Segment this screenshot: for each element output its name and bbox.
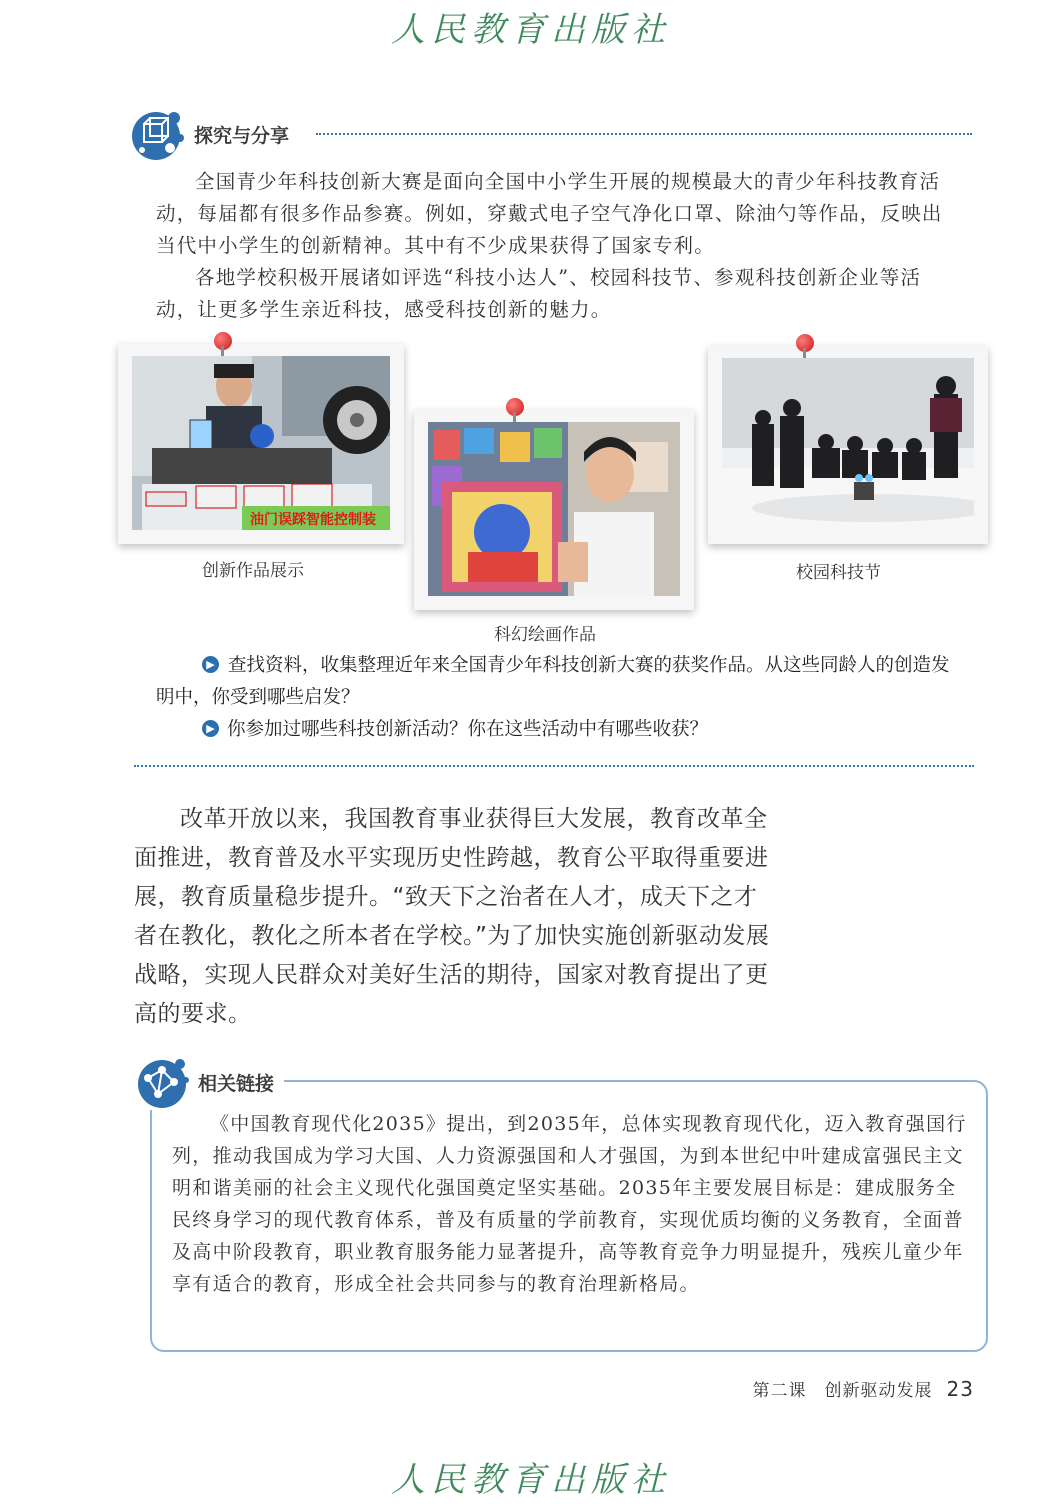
pin-icon — [796, 334, 814, 352]
related-link-text — [172, 1108, 972, 1300]
innovation-display-image — [132, 356, 390, 530]
network-icon — [134, 1054, 190, 1110]
caption-campus-festival: 校园科技节 — [796, 563, 881, 583]
explore-title: 探究与分享 — [194, 124, 290, 147]
photo-scifi-painting — [414, 410, 694, 610]
arrow-bullet-icon: ▶ — [202, 720, 219, 737]
question-1-text: 查找资料，收集整理近年来全国青少年科技创新大赛的获奖作品。从这些同龄人的创造发明中，你受到哪些启发？ — [156, 655, 950, 708]
scifi-painting-image — [428, 422, 680, 596]
lesson-title: 第二课 创新驱动发展 — [752, 1381, 933, 1401]
related-link-title: 相关链接 — [198, 1072, 275, 1095]
publisher-logo-bottom: 人民教育出版社 — [391, 1460, 671, 1500]
publisher-logo-top: 人民教育出版社 — [391, 10, 671, 50]
question-2-text: 你参加过哪些科技创新活动？你在这些活动中有哪些收获？ — [227, 719, 709, 740]
photo-innovation-display — [118, 344, 404, 544]
pin-icon — [506, 398, 524, 416]
explore-bottom-divider — [134, 765, 974, 767]
main-text — [134, 800, 770, 1034]
caption-innovation-display: 创新作品展示 — [202, 561, 304, 581]
explore-text — [156, 166, 956, 326]
campus-festival-image — [722, 358, 974, 530]
caption-scifi-painting: 科幻绘画作品 — [494, 625, 596, 645]
photo-campus-festival — [708, 346, 988, 544]
molecule-icon — [130, 106, 186, 162]
related-link-header — [134, 1054, 284, 1110]
explore-paragraph-1: 全国青少年科技创新大赛是面向全国中小学生开展的规模最大的青少年科技教育活动，每届都有很多作品参赛。例如，穿戴式电子空气净化口罩、除油勺等作品，反映出当代中小学生的创新精神。其中有不少成果获得了国家专利。 — [156, 170, 943, 257]
pin-icon — [214, 332, 232, 350]
related-link-paragraph: 《中国教育现代化2035》提出，到2035年，总体实现教育现代化，迈入教育强国行列，推动我国成为学习大国、人力资源强国和人才强国，为到本世纪中叶建成富强民主文明和谐美丽的社会主义现代化强国奠定坚实基础。2035年主要发展目标是：建成服务全民终身学习的现代教育体系，普及有质量的学前教育，实现优质均衡的义务教育，全面普及高中阶段教育，职业教育服务能力显著提升，高等教育竞争力明显提升，残疾儿童少年享有适合的教育，形成全社会共同参与的教育治理新格局。 — [172, 1113, 967, 1295]
explore-top-divider — [316, 133, 972, 135]
explore-header — [130, 106, 289, 162]
board-text: 油门误踩智能控制装 — [250, 512, 376, 528]
main-paragraph: 改革开放以来，我国教育事业获得巨大发展，教育改革全面推进，教育普及水平实现历史性跨越，教育公平取得重要进展，教育质量稳步提升。“致天下之治者在人才，成天下之才者在教化，教化之所本者在学校。”为了加快实施创新驱动发展战略，实现人民群众对美好生活的期待，国家对教育提出了更高的要求。 — [134, 806, 770, 1027]
page-footer — [753, 1376, 974, 1401]
page-number: 23 — [946, 1377, 974, 1401]
arrow-bullet-icon: ▶ — [202, 656, 219, 673]
explore-paragraph-2: 各地学校积极开展诸如评选“科技小达人”、校园科技节、参观科技创新企业等活动，让更多学生亲近科技，感受科技创新的魅力。 — [156, 266, 922, 321]
question-2 — [202, 714, 962, 746]
